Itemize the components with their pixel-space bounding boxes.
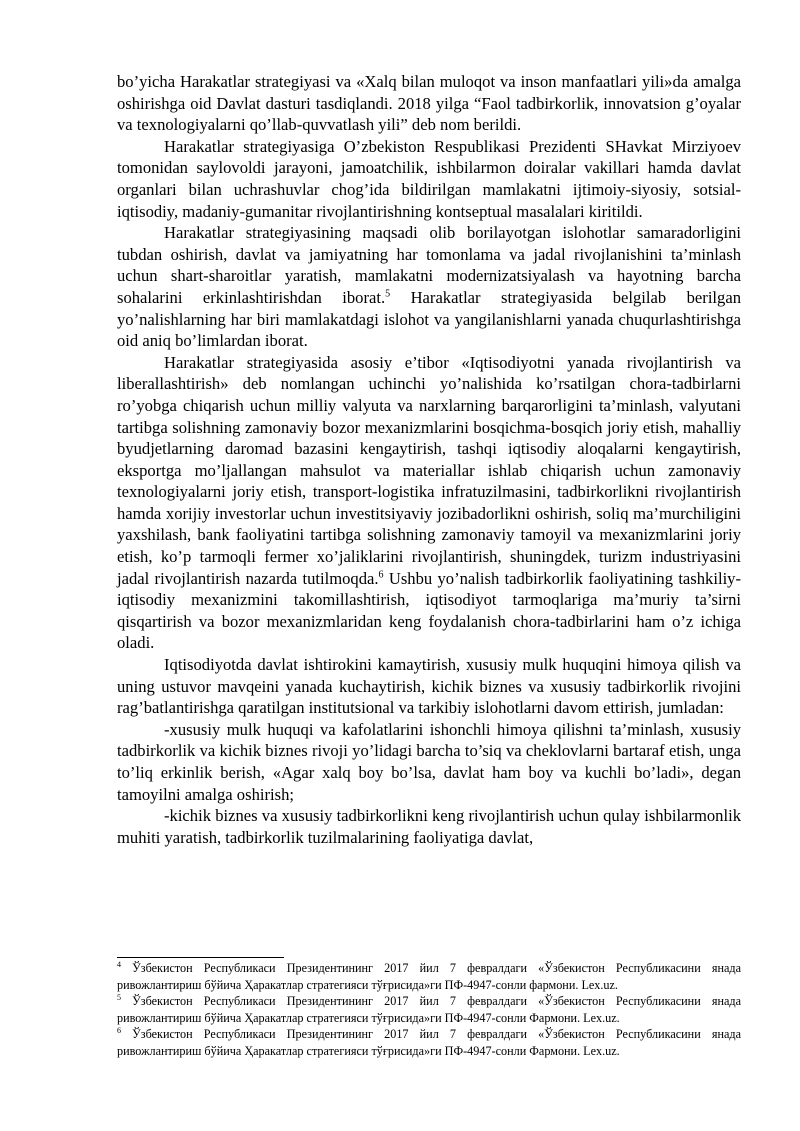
list-item-text: -kichik biznes va xususiy tadbirkorlikni keng rivojlantirish uchun qulay ishbilarmonlik muhiti yaratish, tadbirkorlik tuzilmalarining faoliyatiga davlat, [117, 806, 741, 847]
paragraph-text-tail: Harakatlar strategiyasida belgilab berilgan yo’nalishlarning har biri mamlakatdagi islohot va yangilanishlarni yanada chuqurlashtirishga oid aniq bo’limlardan iborat. [117, 287, 741, 351]
list-item [117, 719, 741, 805]
footnote-mark: 5 [117, 993, 121, 1003]
footnote-6 [117, 1026, 741, 1059]
paragraph-text: bo’yicha Harakatlar strategiyasi va «Xalq bilan muloqot va inson manfaatlari yili»da amalga oshirishga oid Davlat dasturi tasdiqlandi. 2018 yilga “Faol tadbirkorlik, innovatsion g’oyalar va texnologiyalarni qo’llab-quvvatlash yili” deb nom berildi. [117, 72, 741, 135]
paragraph-text: Harakatlar strategiyasiga O’zbekiston Respublikasi Prezidenti SHavkat Mirziyoev tomonidan saylovoldi jarayoni, jamoatchilik, ishbilarmon doiralar vakillari hamda davlat organlari bilan uchrashuvlar chog’ida bildirilgan mamlakatni ijtimoiy-siyosiy, sotsial-iqtisodiy, madaniy-gumanitar rivojlantirishning kontseptual masalalari kiritildi. [117, 136, 741, 221]
paragraph-text-tail: Ushbu yo’nalish tadbirkorlik faoliyatining tashkiliy-iqtisodiy mexanizmini takomillashtirish, iqtisodiyot tarmoqlariga ma’muriy ta’sirni qisqartirish va bozor mexanizmlaridan keng foydalanish chora-tadbirlarini ham o’z ichiga oladi. [117, 568, 742, 653]
body-text [117, 71, 741, 848]
footnote-ref-5[interactable]: 5 [385, 288, 391, 300]
paragraph-5 [117, 654, 741, 719]
footnote-mark: 6 [117, 1026, 121, 1036]
paragraph-2 [117, 136, 741, 222]
list-item-text: -xususiy mulk huquqi va kafolatlarini ishonchli himoya qilishni ta’minlash, xususiy tadbirkorlik va kichik biznes rivoji yo’lidagi barcha to’siq va cheklovlarni bartaraf etish, unga to’liq erkinlik berish, «Agar xalq boy bo’lsa, davlat ham boy va kuchli bo’ladi», degan tamoyilni amalga oshirish; [117, 719, 741, 804]
footnote-separator [117, 957, 284, 958]
footnote-text: Ўзбекистон Республикаси Президентининг 2017 йил 7 февралдаги «Ўзбекистон Республикасини янада ривожлантириш бўйича Ҳаракатлар стратегияси тўғрисида»ги ПФ-4947-сонли Фармони. Lex.uz. [117, 994, 741, 1025]
paragraph-1 [117, 71, 741, 136]
footnote-4 [117, 960, 741, 993]
paragraph-text: Harakatlar strategiyasining maqsadi olib borilayotgan islohotlar samaradorligini tubdan oshirish, davlat va jamiyatning har tomonlama va jadal rivojlanishini ta’minlash uchun shart-sharoitlar yaratish, mamlakatni modernizatsiyalash va hayotning barcha sohalarini erkinlashtirishdan iborat. [117, 223, 741, 307]
footnote-mark: 4 [117, 959, 121, 969]
paragraph-text: Harakatlar strategiyasida asosiy e’tibor «Iqtisodiyotni yanada rivojlantirish va liberallashtirish» deb nomlangan uchinchi yo’nalishida ko’rsatilgan chora-tadbirlarni ro’yobga chiqarish uchun milliy valyuta va narxlarning barqarorligini ta’minlash, valyutani tartibga solishning zamonaviy bozor mexanizmlarini bosqichma-bosqich joriy etish, mahalliy byudjetlarning daromad bazasini kengaytirish, tashqi iqtisodiy aloqalarni kengaytirish, eksportga mo’ljallangan mahsulot va materiallar ishlab chiqarish uchun zamonaviy texnologiyalarni joriy etish, transport-logistika infratuzilmasini, tadbirkorlikni rivojlantirish hamda xorijiy investorlar uchun investitsiyaviy jozibadorlikni oshirish, soliq ma’murchiligini yaxshilash, bank faoliyatini tartibga solishning zamonaviy tamoyil va mexanizmlarini joriy etish, ko’p tarmoqli fermer xo’jaliklarini rivojlantirish, shuningdek, turizm industriyasini jadal rivojlantirish nazarda tutilmoqda. [117, 352, 741, 588]
list-item [117, 805, 741, 848]
paragraph-3 [117, 222, 741, 352]
paragraph-text: Iqtisodiyotda davlat ishtirokini kamaytirish, xususiy mulk huquqini himoya qilish va uning ustuvor mavqeini yanada kuchaytirish, kichik biznes va xususiy tadbirkorlik rivojini rag’batlantirishga qaratilgan institutsional va tarkibiy islohotlarni davom ettirish, jumladan: [117, 655, 741, 718]
footnotes [117, 960, 741, 1060]
footnote-text: Ўзбекистон Республикаси Президентининг 2017 йил 7 февралдаги «Ўзбекистон Республикасини янада ривожлантириш бўйича Ҳаракатлар стратегияси тўғрисида»ги ПФ-4947-сонли фармони. Lex.uz. [117, 961, 741, 992]
paragraph-4 [117, 352, 741, 654]
footnote-ref-6[interactable]: 6 [378, 569, 384, 581]
footnote-5 [117, 993, 741, 1026]
footnote-text: Ўзбекистон Республикаси Президентининг 2017 йил 7 февралдаги «Ўзбекистон Республикасини янада ривожлантириш бўйича Ҳаракатлар стратегияси тўғрисида»ги ПФ-4947-сонли Фармони. Lex.uz. [117, 1027, 741, 1058]
